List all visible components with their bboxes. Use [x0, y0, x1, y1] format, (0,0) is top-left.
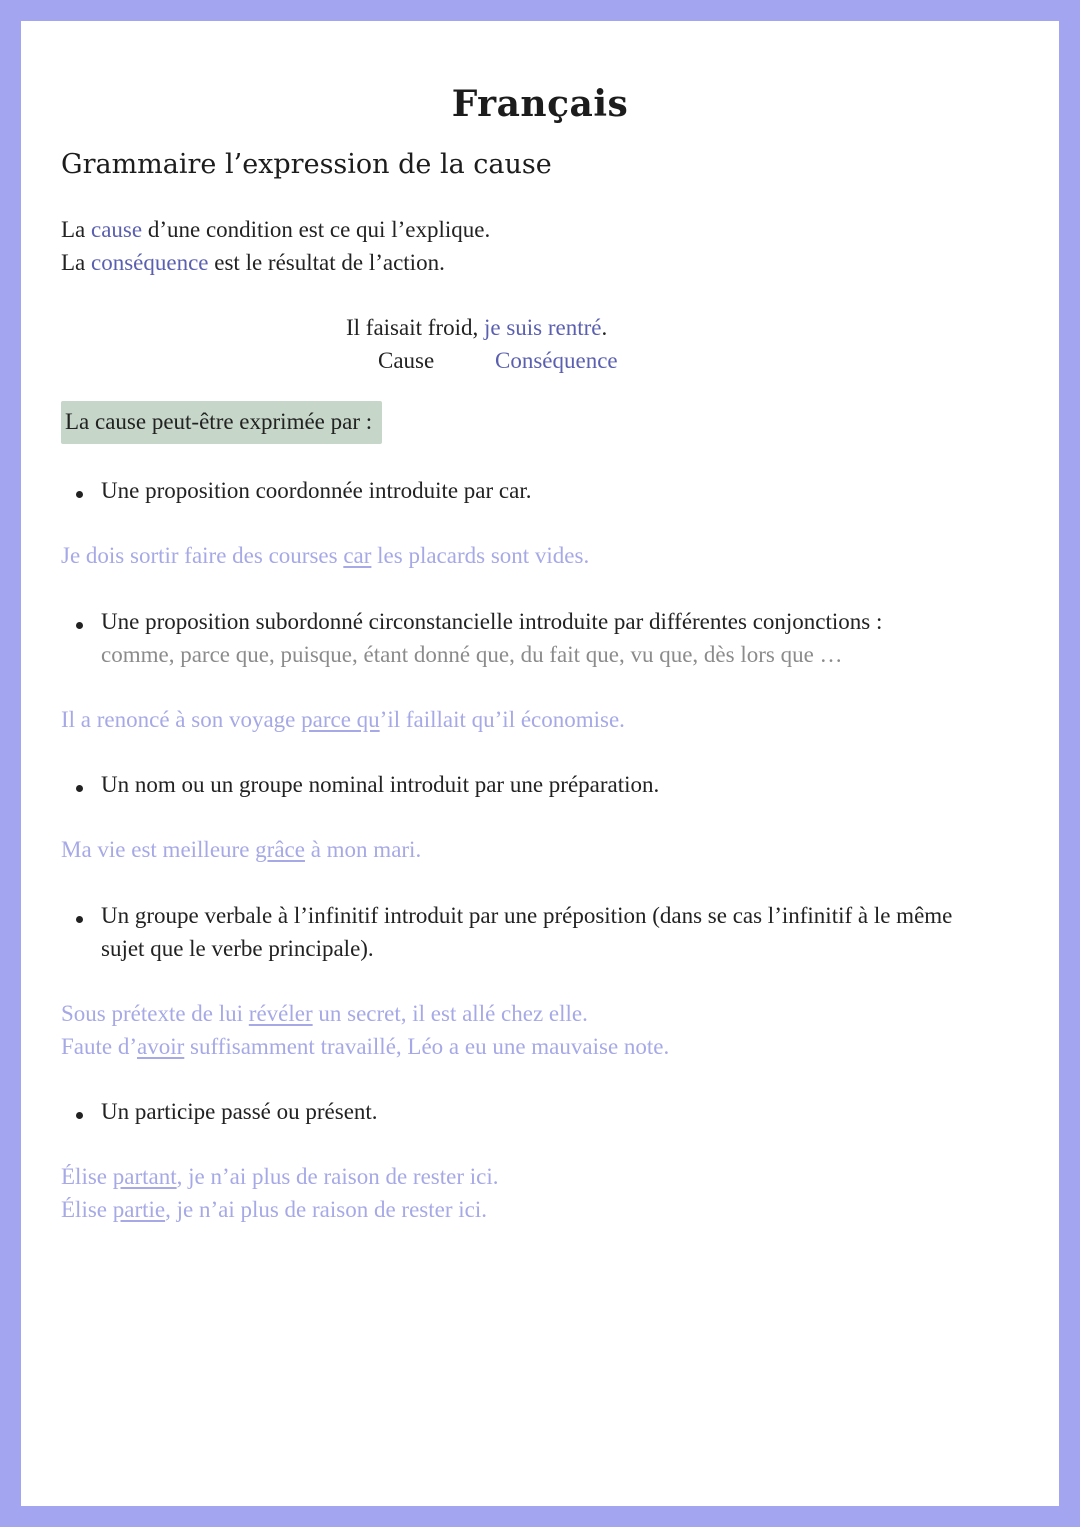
term-consequence: conséquence — [91, 250, 209, 275]
list-item: Un nom ou un groupe nominal introduit par une préparation. — [101, 772, 660, 797]
example-line: Il a renoncé à son voyage parce qu’il faillait qu’il économise. — [61, 707, 625, 732]
bullet-dot — [76, 622, 83, 629]
label-cause: Cause — [378, 348, 435, 373]
definition-consequence: La conséquence est le résultat de l’action. — [61, 250, 445, 275]
label-consequence: Conséquence — [495, 348, 618, 373]
list-item: Une proposition coordonnée introduite par car. — [101, 478, 532, 503]
example-line: Sous prétexte de lui révéler un secret, il est allé chez elle. — [61, 1001, 588, 1026]
example-sentence: Il faisait froid, je suis rentré. — [346, 315, 608, 340]
example-line: Élise partie, je n’ai plus de raison de rester ici. — [61, 1197, 487, 1222]
list-item: Une proposition subordonné circonstancielle introduite par différentes conjonctions : — [101, 609, 883, 634]
list-item-continuation: sujet que le verbe principale). — [101, 936, 374, 961]
bullet-dot — [76, 491, 83, 498]
example-line: Faute d’avoir suffisamment travaillé, Léo a eu une mauvaise note. — [61, 1034, 670, 1059]
section-label — [61, 409, 382, 435]
page-title: Français — [451, 83, 629, 125]
document-page — [21, 21, 1059, 1506]
list-item: Un groupe verbale à l’infinitif introduit par une préposition (dans se cas l’infinitif à le même — [101, 903, 953, 928]
example-line: Ma vie est meilleure grâce à mon mari. — [61, 837, 422, 862]
bullet-dot — [76, 785, 83, 792]
example-line: Élise partant, je n’ai plus de raison de rester ici. — [61, 1164, 499, 1189]
example-line: Je dois sortir faire des courses car les placards sont vides. — [61, 543, 590, 568]
definition-cause: La cause d’une condition est ce qui l’explique. — [61, 217, 491, 242]
section-heading: Grammaire l’expression de la cause — [61, 149, 552, 180]
bullet-dot — [76, 1112, 83, 1119]
highlight-marker: La cause peut-être exprimée par : — [61, 401, 382, 444]
conjunction-list: comme, parce que, puisque, étant donné que, du fait que, vu que, dès lors que … — [101, 642, 843, 667]
bullet-dot — [76, 916, 83, 923]
list-item: Un participe passé ou présent. — [101, 1099, 378, 1124]
term-cause: cause — [91, 217, 143, 242]
